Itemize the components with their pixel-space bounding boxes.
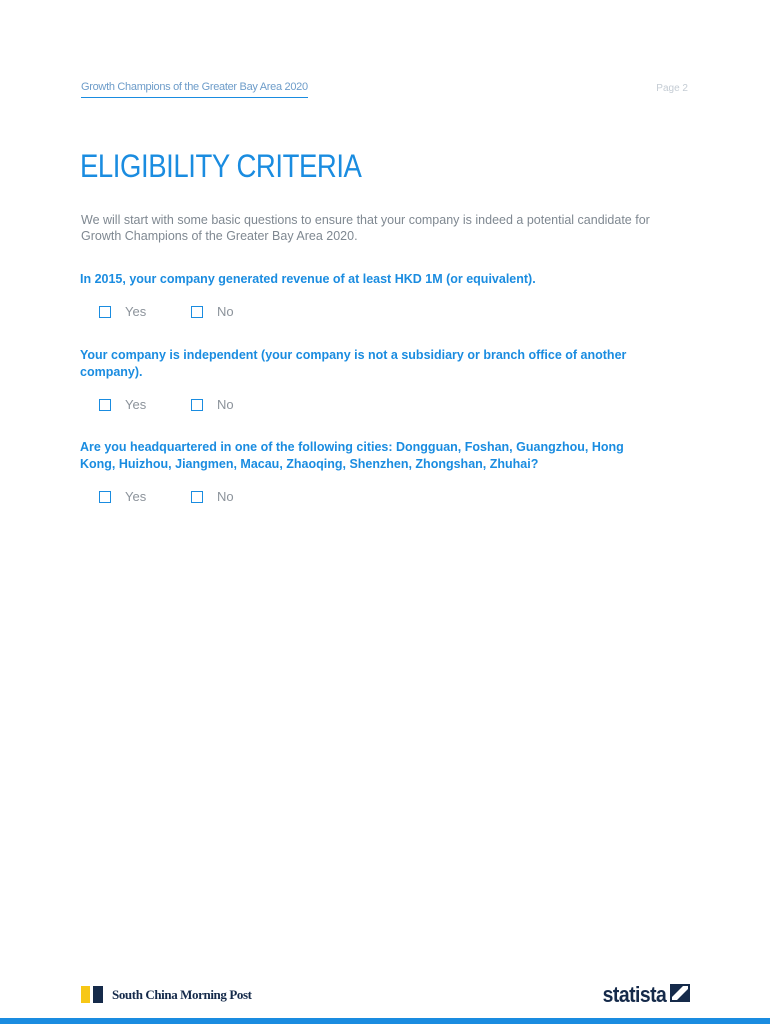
statista-logo (594, 982, 690, 1008)
question-text: Your company is independent (your company is not a subsidiary or branch office of another company). (80, 348, 627, 379)
answer-options (99, 304, 660, 319)
document-header-title: Growth Champions of the Greater Bay Area 2020 (81, 81, 308, 98)
scmp-logo (81, 986, 252, 1003)
option-label: No (217, 304, 234, 319)
no-checkbox[interactable] (191, 399, 203, 411)
option-yes[interactable] (99, 489, 191, 504)
scmp-yellow-mark-icon (81, 986, 90, 1003)
option-label: Yes (125, 397, 147, 412)
statista-mark-icon (670, 984, 690, 1007)
option-label: No (217, 489, 234, 504)
page-number: Page 2 (656, 83, 688, 94)
option-no[interactable] (191, 304, 283, 319)
option-label: No (217, 397, 234, 412)
no-checkbox[interactable] (191, 491, 203, 503)
question-headquarters (80, 439, 660, 504)
answer-options (99, 489, 660, 504)
question-text: Are you headquartered in one of the following cities: Dongguan, Foshan, Guangzhou, Hong Kong, Huizhou, Jiangmen, Macau, Zhaoqing, Shenzhen, Zhongshan, Zhuhai? (80, 440, 624, 471)
yes-checkbox[interactable] (99, 399, 111, 411)
option-yes[interactable] (99, 304, 191, 319)
question-text: In 2015, your company generated revenue of at least HKD 1M (or equivalent). (80, 272, 536, 286)
scmp-navy-mark-icon (93, 986, 103, 1003)
option-no[interactable] (191, 397, 283, 412)
yes-checkbox[interactable] (99, 491, 111, 503)
intro-paragraph: We will start with some basic questions to ensure that your company is indeed a potential candidate for Growth Champions of the Greater Bay Area 2020. (81, 213, 650, 243)
question-revenue (80, 271, 660, 319)
question-independent (80, 347, 660, 412)
answer-options (99, 397, 660, 412)
option-label: Yes (125, 304, 147, 319)
scmp-logo-text: South China Morning Post (112, 986, 252, 1002)
option-label: Yes (125, 489, 147, 504)
option-yes[interactable] (99, 397, 191, 412)
yes-checkbox[interactable] (99, 306, 111, 318)
page-title: ELIGIBILITY CRITERIA (80, 148, 362, 184)
statista-logo-text: statista (602, 982, 666, 1007)
no-checkbox[interactable] (191, 306, 203, 318)
option-no[interactable] (191, 489, 283, 504)
footer-accent-bar (0, 1018, 770, 1024)
